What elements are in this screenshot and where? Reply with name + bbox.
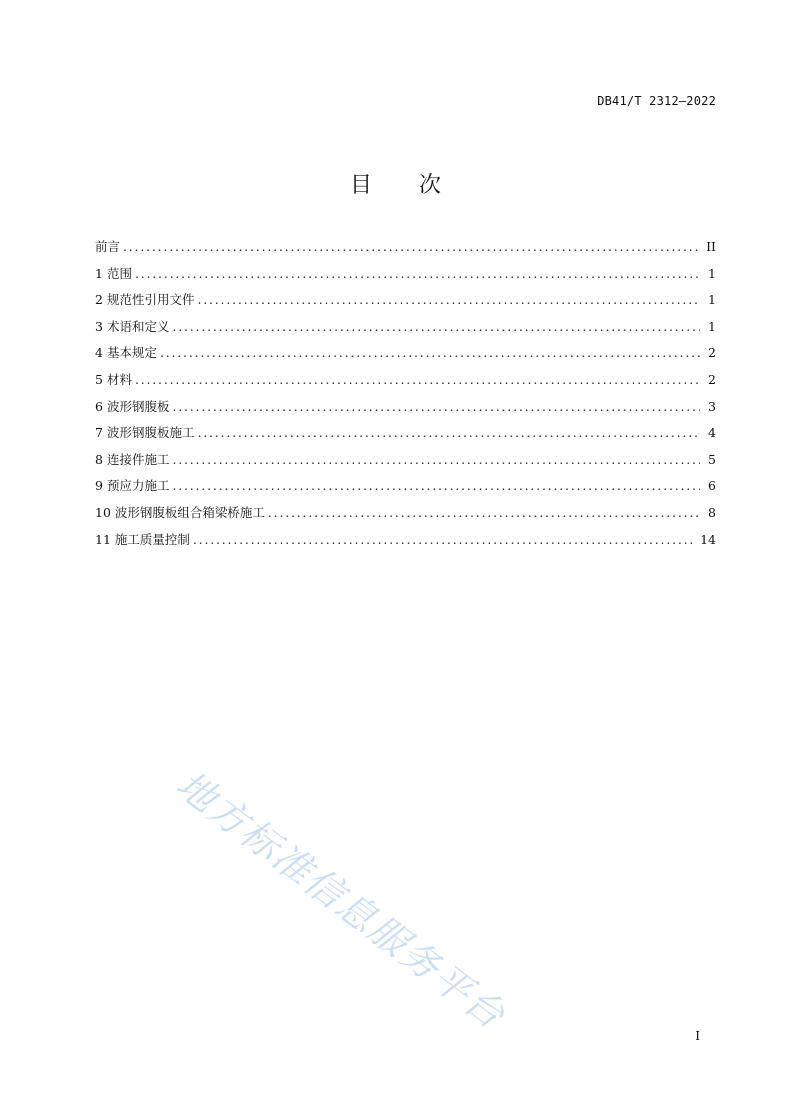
toc-entry-label: 规范性引用文件 <box>106 292 195 308</box>
toc-entry-basic-provisions[interactable] <box>95 343 716 370</box>
toc-entry-number: 4 <box>95 345 107 361</box>
toc-entry-page: II <box>706 239 716 254</box>
toc-entry-label: 波形钢腹板施工 <box>106 425 195 441</box>
toc-entry-page: 1 <box>708 318 716 334</box>
toc-entry-number: 5 <box>95 371 107 387</box>
toc-leader-dots <box>135 372 700 387</box>
toc-entry-page: 8 <box>708 504 716 520</box>
toc-entry-materials[interactable] <box>95 370 716 397</box>
toc-leader-dots <box>172 319 700 334</box>
toc-leader-dots <box>123 239 700 254</box>
toc-entry-number: 8 <box>95 451 107 467</box>
toc-entry-prestressing[interactable] <box>95 476 716 503</box>
toc-entry-terms-definitions[interactable] <box>95 317 716 344</box>
toc-entry-corrugated-steel-web[interactable] <box>95 397 716 424</box>
toc-entry-label: 材料 <box>106 371 132 387</box>
toc-leader-dots <box>197 292 700 307</box>
toc-entry-scope[interactable] <box>95 264 716 291</box>
toc-entry-label: 基本规定 <box>106 345 157 361</box>
toc-entry-page: 1 <box>708 265 716 281</box>
toc-entry-number: 7 <box>95 425 107 441</box>
toc-leader-dots <box>193 532 696 547</box>
toc-entry-page: 3 <box>708 398 716 414</box>
toc-entry-number: 9 <box>95 478 107 494</box>
toc-entry-label: 范围 <box>106 265 132 281</box>
toc-leader-dots <box>172 399 700 414</box>
toc-leader-dots <box>268 505 700 520</box>
toc-entry-web-construction[interactable] <box>95 423 716 450</box>
document-code: DB41/T 2312—2022 <box>597 94 716 108</box>
toc-entry-quality-control[interactable] <box>95 530 716 557</box>
toc-entry-foreword[interactable] <box>95 237 716 264</box>
toc-entry-label: 前言 <box>95 239 121 254</box>
toc-entry-page: 5 <box>708 451 716 467</box>
toc-entry-number: 11 <box>95 531 115 547</box>
toc-entry-page: 2 <box>708 371 716 387</box>
toc-entry-label: 施工质量控制 <box>114 531 190 547</box>
toc-entry-page: 14 <box>700 531 716 547</box>
page-number: I <box>695 1029 700 1043</box>
toc-leader-dots <box>197 425 700 440</box>
toc-entry-label: 波形钢腹板 <box>106 398 170 414</box>
toc-entry-label: 波形钢腹板组合箱梁桥施工 <box>114 504 265 520</box>
toc-leader-dots <box>172 478 700 493</box>
table-of-contents <box>95 237 716 556</box>
toc-entry-page: 4 <box>708 425 716 441</box>
toc-entry-page: 1 <box>708 292 716 308</box>
toc-entry-connector-construction[interactable] <box>95 450 716 477</box>
toc-entry-page: 2 <box>708 345 716 361</box>
toc-entry-number: 1 <box>95 265 107 281</box>
toc-entry-number: 2 <box>95 292 107 308</box>
toc-entry-box-girder-bridge[interactable] <box>95 503 716 530</box>
page-title <box>0 168 792 199</box>
toc-entry-number: 10 <box>95 504 115 520</box>
toc-entry-number: 3 <box>95 318 107 334</box>
toc-entry-number: 6 <box>95 398 107 414</box>
title-part-2: 次 <box>419 173 443 198</box>
toc-entry-label: 预应力施工 <box>106 478 170 494</box>
title-part-1: 目 <box>349 173 373 198</box>
watermark: 地方标准信息服务平台 <box>168 762 515 1039</box>
toc-entry-label: 术语和定义 <box>106 318 170 334</box>
toc-entry-page: 6 <box>708 478 716 494</box>
toc-entry-normative-references[interactable] <box>95 290 716 317</box>
toc-leader-dots <box>160 345 700 360</box>
toc-entry-label: 连接件施工 <box>106 451 170 467</box>
toc-leader-dots <box>172 452 700 467</box>
toc-leader-dots <box>135 266 700 281</box>
